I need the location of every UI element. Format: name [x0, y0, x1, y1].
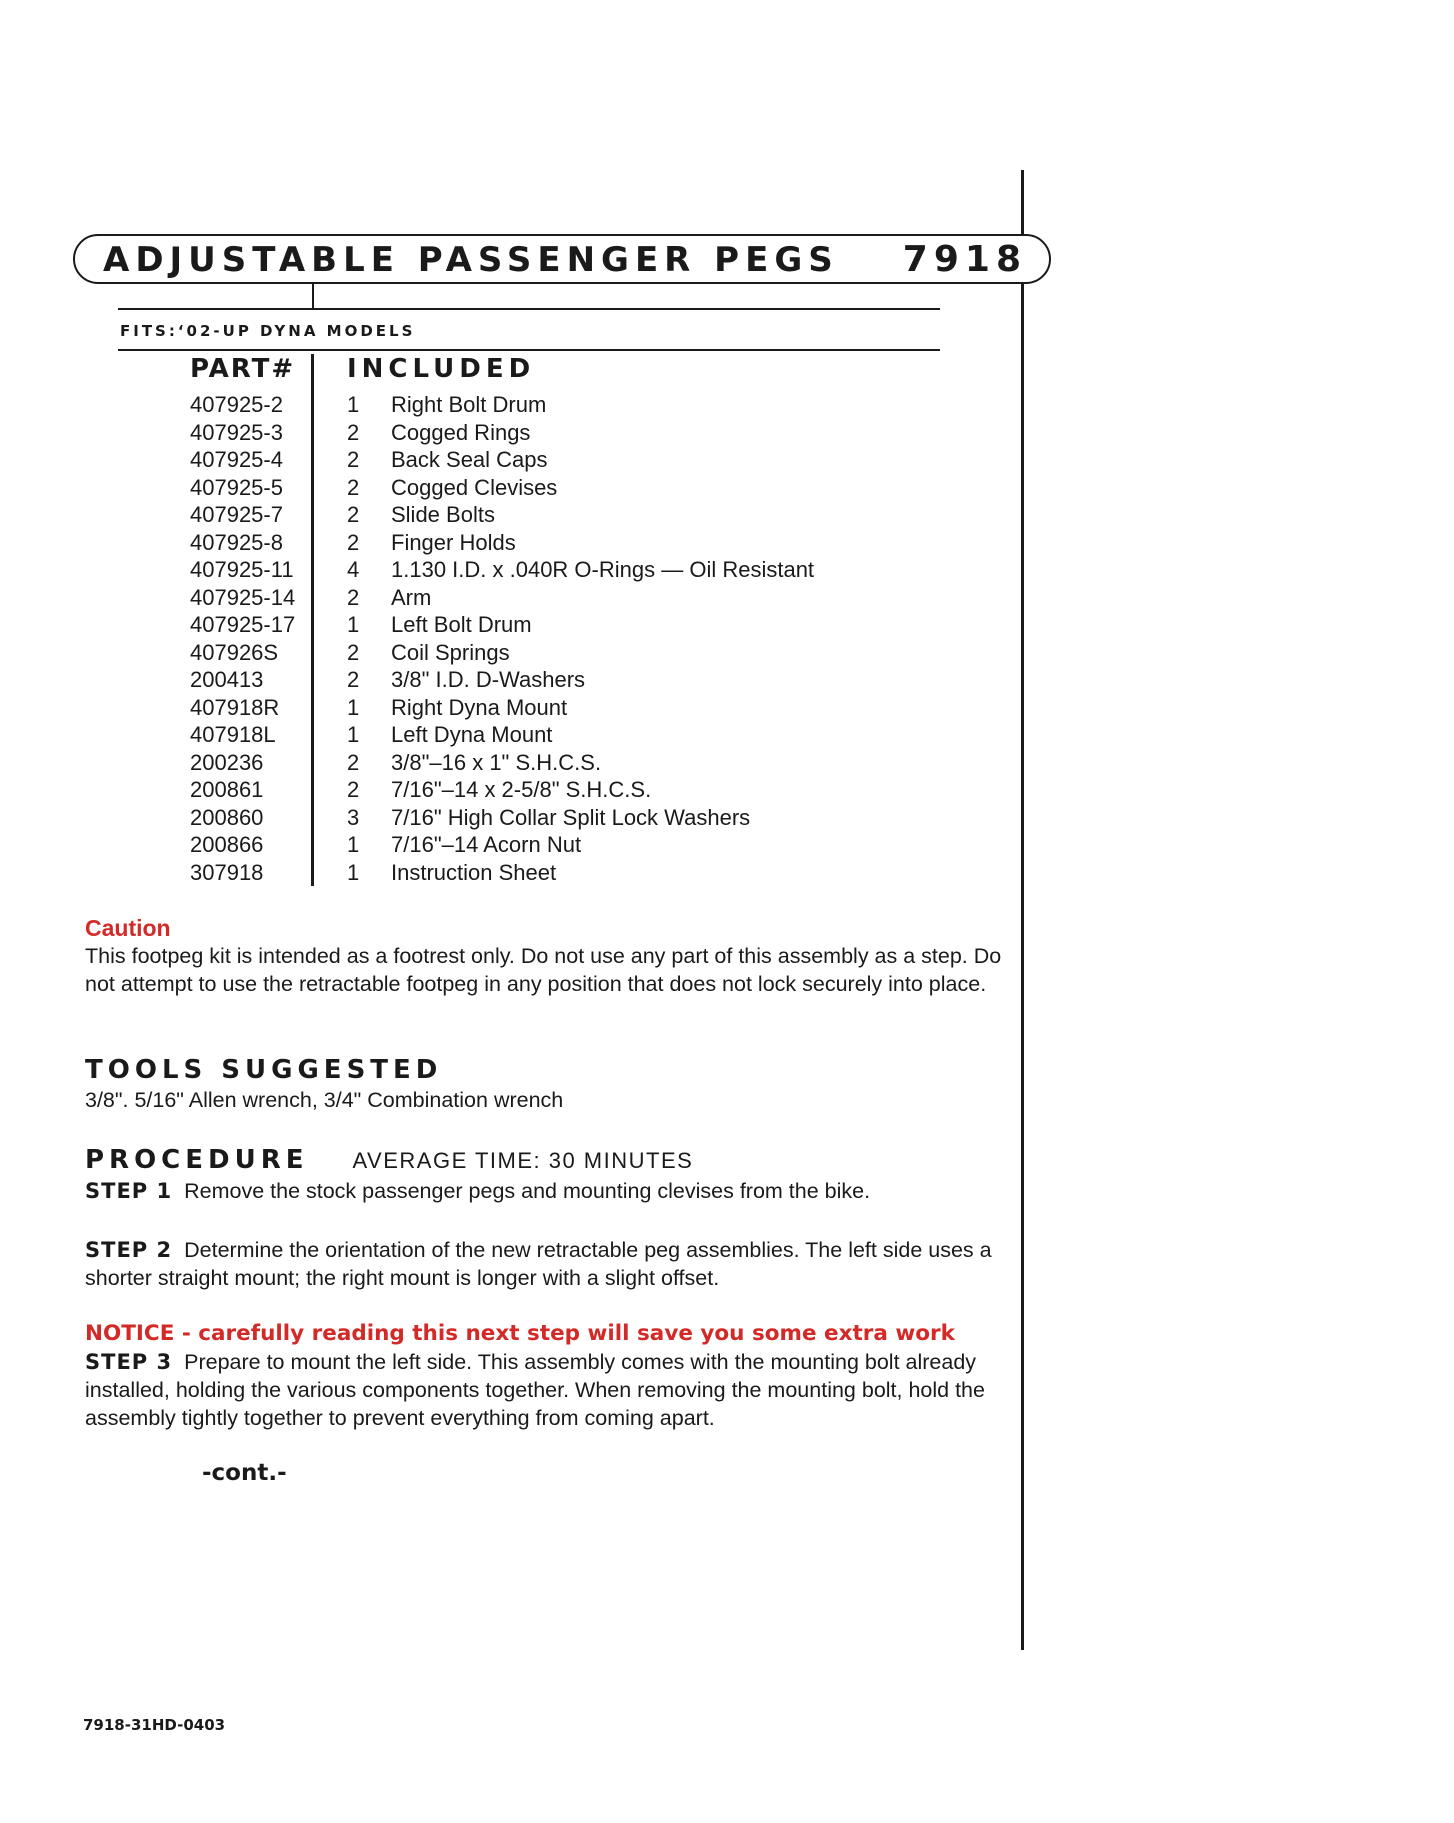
- table-row: [190, 831, 950, 859]
- step-3: [85, 1348, 1015, 1432]
- part-description: Coil Springs: [391, 639, 510, 665]
- part-description: Right Dyna Mount: [391, 694, 568, 720]
- part-quantity: 3: [347, 804, 360, 830]
- tools-section: [85, 1054, 1015, 1114]
- step-3-section: [85, 1320, 1015, 1432]
- table-row: [190, 776, 950, 804]
- part-quantity: 4: [347, 557, 360, 582]
- part-description: 7/16" High Collar Split Lock Washers: [391, 804, 751, 830]
- fits-models: FITS:‘02-UP DYNA MODELS: [120, 322, 416, 340]
- page-title: ADJUSTABLE PASSENGER PEGS: [103, 240, 839, 280]
- part-quantity: 1: [347, 612, 360, 637]
- part-number: 407925-3: [190, 419, 283, 445]
- table-row: [190, 446, 950, 474]
- part-quantity: 1: [347, 722, 360, 747]
- table-row: [190, 474, 950, 502]
- column-header-included: INCLUDED: [347, 354, 536, 384]
- step-2: [85, 1236, 1015, 1292]
- table-row: [190, 749, 950, 777]
- part-quantity: 1: [347, 694, 360, 720]
- part-quantity: 2: [347, 529, 360, 555]
- part-quantity: 2: [347, 474, 360, 500]
- caution-heading: Caution: [85, 915, 171, 941]
- step-1-text: Remove the stock passenger pegs and mounting clevises from the bike.: [184, 1179, 871, 1203]
- table-row: [190, 666, 950, 694]
- caution-section: [85, 914, 1015, 998]
- table-row: [190, 694, 950, 722]
- table-row: [190, 804, 950, 832]
- table-row: [190, 611, 950, 639]
- part-quantity: 2: [347, 502, 360, 527]
- part-number: 407918R: [190, 694, 280, 720]
- procedure-heading: PROCEDURE: [85, 1145, 309, 1175]
- part-number: 200866: [190, 832, 264, 857]
- table-row: [190, 584, 950, 612]
- table-row: [190, 556, 950, 584]
- part-number: 307918: [190, 859, 264, 885]
- part-number: 200860: [190, 804, 264, 830]
- step-1-label: STEP 1: [85, 1179, 173, 1203]
- part-number: 407918L: [190, 722, 276, 747]
- part-quantity: 2: [347, 419, 360, 445]
- tools-heading: TOOLS SUGGESTED: [85, 1055, 443, 1085]
- part-number: 200861: [190, 777, 264, 802]
- part-number: 407926S: [190, 639, 279, 665]
- fits-top-rule: [118, 308, 940, 310]
- tools-text: 3/8". 5/16" Allen wrench, 3/4" Combination wrench: [85, 1088, 564, 1112]
- part-description: 1.130 I.D. x .040R O-Rings — Oil Resistant: [391, 557, 815, 582]
- step-1: [85, 1177, 1015, 1205]
- part-description: Cogged Clevises: [391, 474, 558, 500]
- table-row: [190, 859, 950, 887]
- part-number: 407925-14: [190, 584, 296, 610]
- part-description: Arm: [391, 584, 432, 610]
- table-row: [190, 721, 950, 749]
- procedure-heading-line: [85, 1144, 1015, 1177]
- step-3-label: STEP 3: [85, 1350, 173, 1374]
- product-number: 7918: [902, 239, 1027, 280]
- part-description: 7/16"–14 x 2-5/8" S.H.C.S.: [391, 777, 652, 802]
- procedure-section: [85, 1144, 1015, 1205]
- title-banner: [73, 234, 1051, 284]
- part-number: 407925-5: [190, 474, 283, 500]
- part-description: Cogged Rings: [391, 419, 531, 445]
- part-number: 407925-2: [190, 392, 283, 417]
- part-number: 407925-17: [190, 612, 296, 637]
- part-number: 407925-4: [190, 447, 283, 472]
- part-description: Slide Bolts: [391, 502, 495, 527]
- part-description: Left Bolt Drum: [391, 612, 532, 637]
- part-number: 200236: [190, 749, 264, 775]
- right-vertical-rule: [1021, 170, 1024, 1650]
- step-2-section: [85, 1236, 1015, 1292]
- table-row: [190, 501, 950, 529]
- document-code: 7918-31HD-0403: [83, 1716, 226, 1734]
- part-quantity: 1: [347, 832, 360, 857]
- part-description: Instruction Sheet: [391, 859, 557, 885]
- column-header-part: PART#: [190, 354, 296, 384]
- part-quantity: 2: [347, 667, 360, 692]
- part-description: Finger Holds: [391, 529, 516, 555]
- part-quantity: 1: [347, 392, 360, 417]
- part-quantity: 2: [347, 584, 360, 610]
- part-description: Back Seal Caps: [391, 447, 548, 472]
- part-description: Left Dyna Mount: [391, 722, 553, 747]
- caution-text: This footpeg kit is intended as a footrest only. Do not use any part of this assembly as a step. Do not attempt to use the retractable footpeg in any position that does not lock securely into place.: [85, 944, 1002, 996]
- step-3-text: Prepare to mount the left side. This assembly comes with the mounting bolt already installed, holding the various components together. When removing the mounting bolt, hold the assembly tightly together to prevent everything from coming apart.: [85, 1350, 985, 1430]
- average-time: AVERAGE TIME: 30 MINUTES: [352, 1148, 694, 1173]
- part-number: 407925-11: [190, 557, 294, 582]
- notice-heading: NOTICE - carefully reading this next step will save you some extra work: [85, 1321, 955, 1346]
- part-quantity: 1: [347, 859, 360, 885]
- part-quantity: 2: [347, 749, 360, 775]
- table-row: [190, 529, 950, 557]
- part-description: Right Bolt Drum: [391, 392, 547, 417]
- table-row: [190, 391, 950, 419]
- fits-bottom-rule: [118, 349, 940, 351]
- part-number: 407925-8: [190, 529, 283, 555]
- banner-tick-divider: [312, 284, 314, 308]
- parts-rows: [190, 391, 950, 886]
- continued-marker: -cont.-: [202, 1460, 287, 1486]
- part-quantity: 2: [347, 639, 360, 665]
- part-description: 7/16"–14 Acorn Nut: [391, 832, 582, 857]
- step-2-label: STEP 2: [85, 1238, 173, 1262]
- step-2-text: Determine the orientation of the new retractable peg assemblies. The left side uses a shorter straight mount; the right mount is longer with a slight offset.: [85, 1238, 992, 1290]
- table-row: [190, 639, 950, 667]
- part-description: 3/8"–16 x 1" S.H.C.S.: [391, 749, 602, 775]
- part-quantity: 2: [347, 777, 360, 802]
- part-description: 3/8" I.D. D-Washers: [391, 667, 586, 692]
- part-number: 407925-7: [190, 502, 283, 527]
- part-number: 200413: [190, 667, 264, 692]
- part-quantity: 2: [347, 447, 360, 472]
- table-row: [190, 419, 950, 447]
